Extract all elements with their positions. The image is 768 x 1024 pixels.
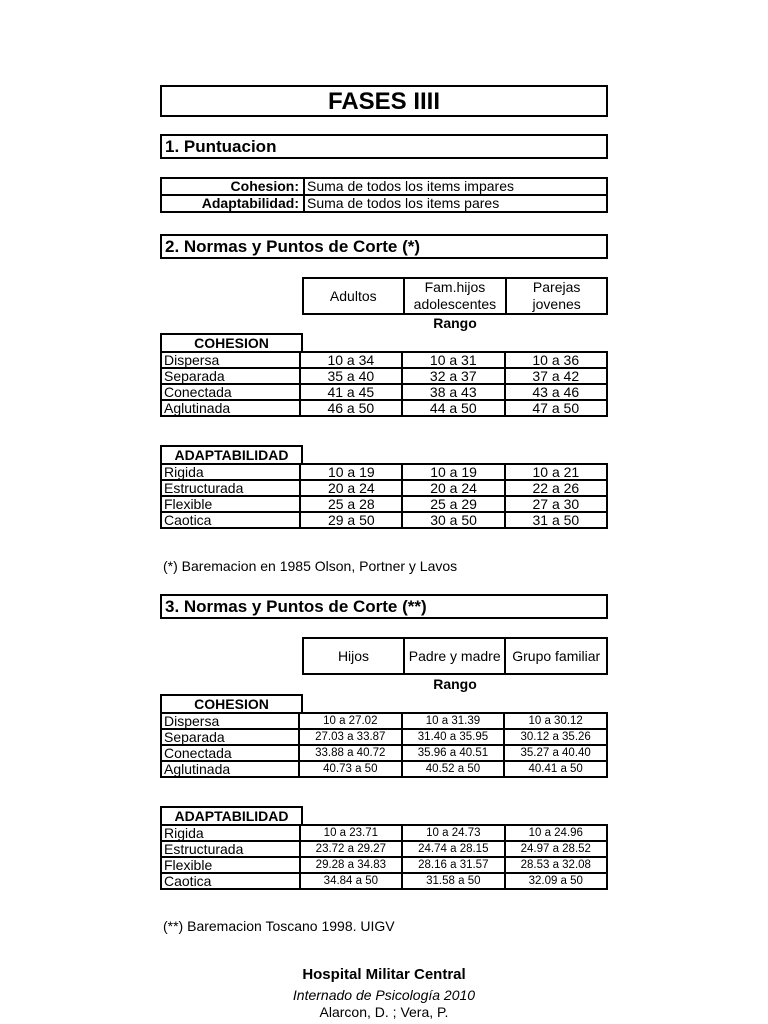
section-2-column-headers: [302, 277, 608, 315]
row-label: Conectada: [161, 745, 299, 761]
column-header: Hijos: [303, 638, 404, 674]
row-label: Rigida: [161, 464, 300, 480]
adaptabilidad-label: ADAPTABILIDAD: [160, 445, 303, 465]
row-label: Estructurada: [161, 841, 300, 857]
row-label: Dispersa: [161, 713, 299, 729]
table-row: [161, 841, 607, 857]
cell: 35.27 a 40.40: [504, 745, 607, 761]
cell: 43 a 46: [505, 384, 608, 400]
cell: 31.58 a 50: [402, 873, 504, 889]
row-label: Aglutinada: [161, 761, 299, 777]
cell: 32.09 a 50: [505, 873, 607, 889]
table-row: [161, 745, 607, 761]
cell: 31.40 a 35.95: [402, 729, 505, 745]
table-row: [161, 352, 607, 368]
footer-program: Internado de Psicología 2010: [292, 987, 476, 1003]
row-label: Estructurada: [161, 480, 300, 496]
cell: 10 a 23.71: [300, 825, 402, 841]
cell: 25 a 29: [402, 496, 504, 512]
table-row: [161, 713, 607, 729]
table-row: [161, 368, 607, 384]
row-label: Caotica: [161, 512, 300, 528]
adaptabilidad-table: [160, 463, 608, 529]
row-label: Flexible: [161, 496, 300, 512]
cell: 27 a 30: [505, 496, 607, 512]
section-3-heading: 3. Normas y Puntos de Corte (**): [160, 594, 608, 619]
cell: 20 a 24: [402, 480, 504, 496]
cell: 31 a 50: [505, 512, 607, 528]
cell: 33.88 a 40.72: [299, 745, 402, 761]
cell: 23.72 a 29.27: [300, 841, 402, 857]
column-header: Fam.hijos adolescentes: [404, 278, 507, 314]
cell: 10 a 24.73: [402, 825, 504, 841]
cell: 10 a 19: [300, 464, 402, 480]
table-row: [161, 761, 607, 777]
row-label: Dispersa: [161, 352, 300, 368]
cell: 30 a 50: [402, 512, 504, 528]
cell: 47 a 50: [505, 400, 608, 416]
cell: 41 a 45: [300, 384, 402, 400]
cell: 30.12 a 35.26: [504, 729, 607, 745]
cell: 28.16 a 31.57: [402, 857, 504, 873]
table-row: [161, 464, 607, 480]
cell: 10 a 24.96: [505, 825, 607, 841]
adaptabilidad-table: [160, 824, 608, 890]
cell: 22 a 26: [505, 480, 607, 496]
footer-authors: Alarcon, D. ; Vera, P.: [319, 1004, 449, 1020]
table-row: [161, 873, 607, 889]
cell: 10 a 31: [402, 352, 504, 368]
row-label: Aglutinada: [161, 400, 300, 416]
puntuacion-key: Adaptabilidad:: [161, 195, 304, 212]
rango-label: Rango: [433, 315, 477, 331]
cohesion-table: [160, 351, 608, 417]
cohesion-label: COHESION: [160, 694, 303, 714]
row-label: Conectada: [161, 384, 300, 400]
cell: 35 a 40: [300, 368, 402, 384]
cell: 10 a 21: [505, 464, 607, 480]
cell: 40.73 a 50: [299, 761, 402, 777]
cell: 25 a 28: [300, 496, 402, 512]
row-label: Separada: [161, 368, 300, 384]
row-label: Caotica: [161, 873, 300, 889]
cell: 37 a 42: [505, 368, 608, 384]
cell: 10 a 36: [505, 352, 608, 368]
column-header: Padre y madre: [404, 638, 505, 674]
cell: 10 a 31.39: [402, 713, 505, 729]
table-row: [161, 480, 607, 496]
table-row: [161, 857, 607, 873]
rango-label: Rango: [433, 676, 477, 692]
page-title: FASES IIII: [160, 85, 608, 117]
cohesion-label: COHESION: [160, 333, 303, 353]
adaptabilidad-label: ADAPTABILIDAD: [160, 806, 303, 826]
cohesion-table: [160, 712, 608, 778]
puntuacion-key: Cohesion:: [161, 178, 304, 195]
cell: 27.03 a 33.87: [299, 729, 402, 745]
puntuacion-value: Suma de todos los items pares: [304, 195, 607, 212]
table-row: [161, 825, 607, 841]
cell: 10 a 30.12: [504, 713, 607, 729]
puntuacion-table: [160, 177, 608, 213]
cell: 35.96 a 40.51: [402, 745, 505, 761]
cell: 46 a 50: [300, 400, 402, 416]
cell: 10 a 19: [402, 464, 504, 480]
column-header: Grupo familiar: [505, 638, 607, 674]
puntuacion-value: Suma de todos los items impares: [304, 178, 607, 195]
column-header: Parejas jovenes: [506, 278, 607, 314]
cell: 29.28 a 34.83: [300, 857, 402, 873]
cell: 20 a 24: [300, 480, 402, 496]
cell: 10 a 27.02: [299, 713, 402, 729]
table-row: [161, 400, 607, 416]
row-label: Separada: [161, 729, 299, 745]
cell: 32 a 37: [402, 368, 504, 384]
section-3-note: (**) Baremacion Toscano 1998. UIGV: [163, 918, 395, 934]
section-2-note: (*) Baremacion en 1985 Olson, Portner y Lavos: [163, 558, 458, 574]
cell: 34.84 a 50: [300, 873, 402, 889]
puntuacion-row-cohesion: [161, 178, 607, 195]
column-header: Adultos: [303, 278, 404, 314]
row-label: Rigida: [161, 825, 300, 841]
cell: 40.52 a 50: [402, 761, 505, 777]
cell: 10 a 34: [300, 352, 402, 368]
section-2-heading: 2. Normas y Puntos de Corte (*): [160, 234, 608, 259]
footer-institution: Hospital Militar Central: [302, 966, 466, 983]
cell: 24.74 a 28.15: [402, 841, 504, 857]
row-label: Flexible: [161, 857, 300, 873]
cell: 29 a 50: [300, 512, 402, 528]
puntuacion-row-adaptabilidad: [161, 195, 607, 212]
cell: 44 a 50: [402, 400, 504, 416]
cell: 28.53 a 32.08: [505, 857, 607, 873]
cell: 40.41 a 50: [504, 761, 607, 777]
cell: 24.97 a 28.52: [505, 841, 607, 857]
table-row: [161, 512, 607, 528]
table-row: [161, 496, 607, 512]
table-row: [161, 729, 607, 745]
section-1-heading: 1. Puntuacion: [160, 134, 608, 159]
table-row: [161, 384, 607, 400]
cell: 38 a 43: [402, 384, 504, 400]
section-3-column-headers: [302, 637, 608, 675]
